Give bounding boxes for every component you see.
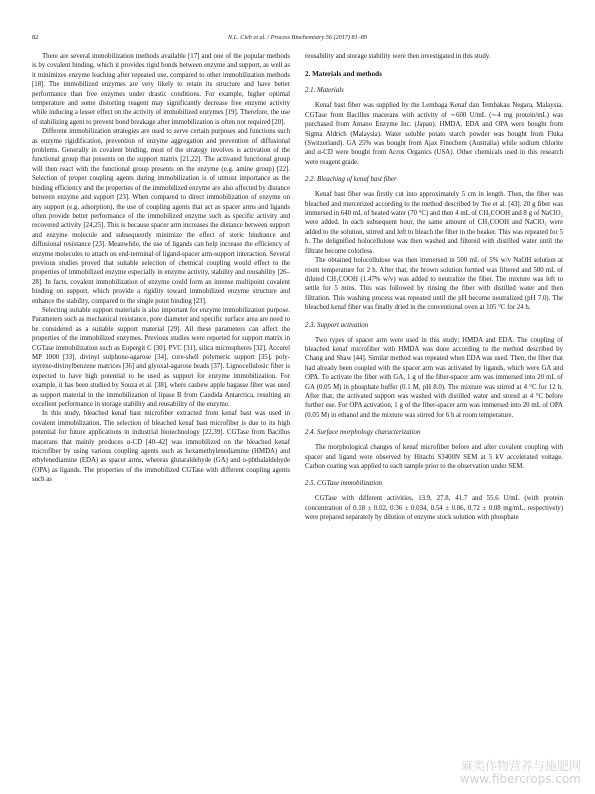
left-column bbox=[32, 52, 290, 774]
subsection-heading-support-activation: 2.3. Support activation bbox=[305, 321, 369, 329]
article-body bbox=[32, 52, 563, 774]
page-number: 82 bbox=[32, 34, 39, 41]
body-paragraph: The morphological changes of kenaf microfiber before and after covalent coupling with spacer and ligand were observed by Hitachi S3400N SEM at 5 kV accelerated voltage. Carbon coating was applied to each sample prior to the observation under SEM. bbox=[305, 444, 563, 470]
body-paragraph: Kenaf bast fiber was firstly cut into approximately 5 cm in length. Then, the fiber was bleached and mercerized according to the method described by Tee et al. [43]. 20 g fiber was immersed in 640 mL of heated water (70 °C) and then 4 mL of CH₃COOH and 8 g of NaClO₂ were added. In each subsequent hour, the same amount of CH₃COOH and NaClO₂ were added to the solution, stirred and left to bleach the fiber in the beaker. This was repeated for 5 h. The delignified holocellulose was then washed and filtered with distilled water until the filtrate become colorless. bbox=[305, 191, 563, 255]
watermark-line: www.fibercrops.com bbox=[459, 772, 581, 786]
page-header bbox=[32, 34, 563, 44]
body-paragraph: CGTase with different activities, 13.9, 27.8, 41.7 and 55.6 U/mL (with protein concentration of 0.18 ± 0.02, 0.36 ± 0.034, 0.54 ± 0.06, 0.72 ± 0.08 mg/mL, respectively) were prepared separately by dilution of enzyme stock solution with phosphate bbox=[305, 495, 563, 522]
right-column bbox=[305, 52, 563, 774]
subsection-heading-surface-morphology: 2.4. Surface morphology characterization bbox=[305, 429, 421, 437]
body-paragraph: Two types of spacer arm were used in this study; HMDA and EDA. The coupling of bleached kenaf microfiber with HMDA was done according to the method described by Chang and Shaw [44]. Similar method was repeated when EDA was used. Then, the fiber that had already been coupled with the spacer arm was activated by ligands, which were GA and OPA. To activate the fiber with GA, 1 g of the fiber-spacer arm was immersed into 20 mL of GA (0.05 M) in phosphate buffer (0.1 M, pH 8.0). The mixture was stirred at 4 °C for 12 h. After that, the activated support was washed with distilled water and stored at 4 °C before further use. For OPA activation, 1 g of the fiber-spacer arm was immersed into 20 mL of OPA (0.05 M) in ethanol and the mixture was stirred for 6 h at room temperature. bbox=[305, 336, 563, 419]
section-heading-materials-methods: 2. Materials and methods bbox=[305, 70, 382, 79]
subsection-heading-bleaching: 2.2. Bleaching of kenaf bast fiber bbox=[305, 176, 397, 184]
body-paragraph: Selecting suitable support materials is also important for enzyme immobilization purpose. Parameters such as mechanical resistance, pore diameter and specific surface area are need to be considered as a suitable support material [29]. All these parameters can affect the properties of the immobilized enzymes. Previous studies were reported for support matrix in CGTase immobilization such as Eupergit C [30], PVC [31], silica microspheres [32], Accurel MP 1000 [33], divinyl sulphone-agarose [34], core-shell polymeric support [35], poly-styrene-divinylbenzene matrices [36] and glyoxal-agarose beads [37]. Lignocellulosic fiber is expected to have high potential to be used as support for enzyme immobilization. For example, it has been studied by Souza et al. [38], where cashew apple bagasse fiber was used as support material in the immobilization of lipase B from Candida Antarctica, resulting an excellent performance in storage stability and reusability of the enzyme. bbox=[32, 306, 290, 409]
subsection-heading-cgtase-immobilization: 2.5. CGTase immobilization bbox=[305, 480, 383, 488]
watermark-line: 麻类作物营养与施肥网 bbox=[460, 759, 581, 773]
body-paragraph: reusability and storage stability were then investigated in this study. bbox=[305, 53, 491, 60]
body-paragraph: Kenaf bast fiber was supplied by the Lembaga Kenaf dan Tembakau Negara, Malaysia. CGTase from Bacillus macerans with activity of ∼600 U/mL (∼4 mg protein/mL) was purchased from Amano Enzyme Inc. (Japan). HMDA, EDA and OPA were bought from Sigma Aldrich (Malaysia). Water soluble potato starch powder was bought from Fluka (Switzerland). GA 25% was bought from Ajax Finechem (Australia) while sodium chlorite and α-CD were bought from Acros Organics (USA). Other chemicals used in this research were reagent grade. bbox=[305, 102, 563, 166]
body-paragraph: There are several immobilization methods available [17] and one of the popular methods is by covalent binding, which it provides rigid bonds between enzyme and support, as well as it minimizes enzyme leaching after repeated use, compared to other immobilization methods [18]. The immobilized enzymes are very likely to retain its structure and have better performance than free enzymes under drastic conditions. For example, higher optimal temperature and some distorting reagent may significantly decrease free enzyme activity while inducing a lesser effect on the activity of immobilized enzymes [19]. Therefore, the use of stabilizing agent to prevent bond breakage after immobilization is often not required [20]. bbox=[32, 53, 290, 126]
site-watermark bbox=[460, 760, 581, 786]
body-paragraph: Different immobilization strategies are used to serve certain purposes and functions such as enzyme rigidification, prevention of enzyme aggregation and prevention of diffusional problems. Generally in covalent binding, most of the strategy involves is activation of the functional group that presents on the support matrix [21,22]. The activated functional group will then react with the functional group presents on the enzyme (e.g. amine group) [22]. Selection of proper coupling agents during immobilization is of utmost importance as the binding efficiency and the properties of the immobilized enzyme are also affected by distance between enzyme and support [23]. When compared to direct immobilization of enzyme on any support (e.g. adsorption), the use of coupling agents that act as spacer arms and ligands often provide better performance of the immobilized enzyme such as specific activity and recovered activity [24,25]. This is because spacer arm increases the distance between support and enzyme molecule and subsequently minimize the effect of steric hindrance and diffusional resistance [23]. Meanwhile, the use of ligands can help increase the efficiency of enzyme molecules to attach on end-terminal of ligand-spacer arm-support interaction. Several previous studies proved that suitable selection of chemical coupling would effect to the properties of immobilized enzyme especially in enzyme activity, stability and reusability [26–28]. In facts, covalent immobilization of enzyme could form an intense multipoint covalent binding on support, which provide a rigidity toward immobilized enzyme structure and enhance the stability, compared to the single point binding [23]. bbox=[32, 128, 290, 305]
subsection-heading-materials: 2.1. Materials bbox=[305, 87, 344, 95]
body-paragraph: In this study, bleached kenaf bast microfiber extracted from kenaf bast was used in covalent immobilization. The selection of bleached kenaf bast microfiber is due to its high potential for future applications in industrial biotechnology [22,39]. CGTase from Bacillus macerans that mainly produces α-CD [40–42] was immobilized on the bleached kenaf microfiber by using various coupling agents such as hexamethylenediamine (HMDA) and ethylenediamine (EDA) as spacer arms, whereas glutaraldehyde (GA) and o-phthalaldehyde (OPA) as ligands. The properties of the immobilized CGTase with different coupling agents such as bbox=[32, 410, 290, 484]
body-paragraph: The obtained holocellulose was then immersed in 500 mL of 5% w/v NaOH solution at room temperature for 2 h. After that, the brown solution formed was filtered and 500 mL of diluted CH₃COOH (1.47% w/v) was added to neutralize the fiber. The mixture was left to settle for 5 mins. This was followed by rinsing the fiber with distilled water and then filtration. This washing process was repeated until the pH become neutralized (pH 7.0). The bleached kenaf fiber was finally dried in the conventional oven at 105 °C for 24 h. bbox=[305, 257, 563, 312]
running-title: N.L. Cieh et al. / Process Biochemistry 56 (2017) 81–89 bbox=[228, 34, 367, 41]
